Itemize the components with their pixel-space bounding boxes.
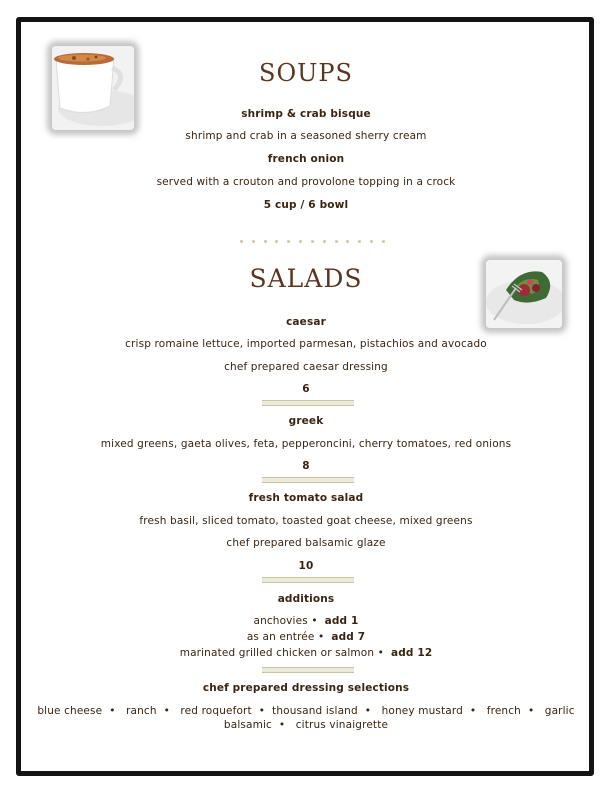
addition-item: marinated grilled chicken or salmon [179, 647, 375, 659]
menu-item-name: caesar [286, 316, 326, 328]
addition-price: add 7 [331, 631, 366, 643]
menu-item-description: chef prepared balsamic glaze [226, 537, 386, 549]
menu-item-description: chef prepared caesar dressing [224, 361, 388, 373]
menu-item-name: fresh tomato salad [248, 492, 364, 504]
addition-row [0, 631, 612, 644]
menu-item-name: french onion [267, 153, 345, 165]
dressings-heading: chef prepared dressing selections [202, 682, 410, 694]
soups-heading: SOUPS [259, 59, 353, 87]
item-divider [262, 400, 354, 406]
item-divider [262, 477, 354, 483]
dressing-list: blue cheese • ranch • red roquefort • thousand island • honey mustard • french • garlic [37, 705, 575, 717]
menu-item-description: fresh basil, sliced tomato, toasted goat cheese, mixed greens [139, 515, 473, 527]
menu-item-description: mixed greens, gaeta olives, feta, pepperoncini, cherry tomatoes, red onions [100, 438, 512, 450]
bullet: • [318, 631, 332, 643]
addition-item: anchovies [253, 615, 308, 627]
menu-item-description: shrimp and crab in a seasoned sherry cream [185, 130, 427, 142]
addition-row [0, 615, 612, 628]
menu-item-description: served with a crouton and provolone topping in a crock [156, 176, 456, 188]
menu-item-price: 6 [302, 383, 310, 395]
menu-item-description: crisp romaine lettuce, imported parmesan, pistachios and avocado [125, 338, 487, 350]
bullet: • [374, 647, 391, 659]
dressing-list: balsamic • citrus vinaigrette [223, 719, 389, 731]
menu-item-name: greek [288, 415, 324, 427]
addition-price: add 12 [391, 647, 433, 659]
bullet: • [307, 615, 325, 627]
additions-heading: additions [277, 593, 335, 605]
menu-item-price: 8 [302, 460, 310, 472]
item-divider [262, 577, 354, 583]
addition-row [0, 647, 612, 660]
menu-item-name: shrimp & crab bisque [241, 108, 371, 120]
addition-item: as an entrée [246, 631, 319, 643]
addition-price: add 1 [324, 615, 359, 627]
section-divider [240, 236, 385, 246]
salads-heading: SALADS [249, 264, 363, 293]
item-divider [262, 667, 354, 673]
menu-item-price: 10 [298, 560, 314, 572]
soup-price: 5 cup / 6 bowl [263, 199, 349, 211]
